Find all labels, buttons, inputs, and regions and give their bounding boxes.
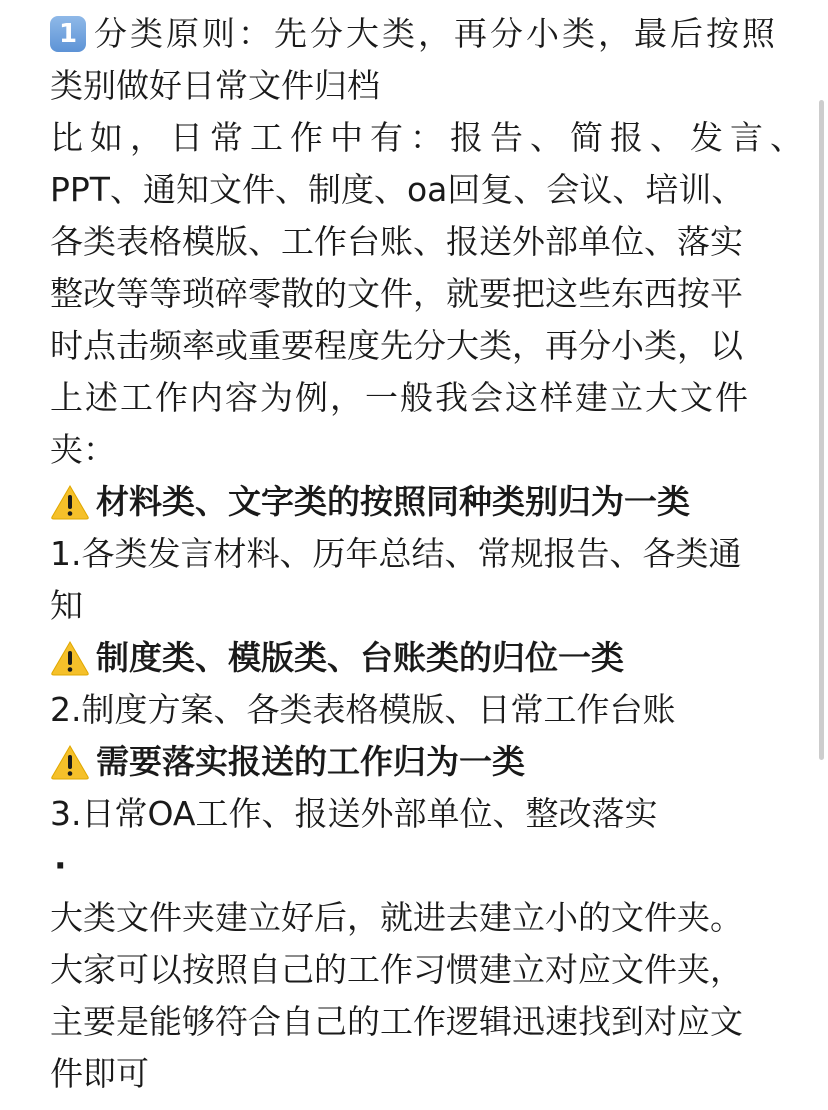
category-title-text: 材料类、文字类的按照同种类别归为一类 — [96, 482, 690, 521]
intro-line-1: 比如，日常工作中有：报告、简报、发言、 — [50, 118, 810, 157]
heading-line-1 — [50, 8, 785, 60]
category-desc-1a: 1.各类发言材料、历年总结、常规报告、各类通 — [50, 534, 742, 573]
intro-line-6: 上述工作内容为例，一般我会这样建立大文件 — [50, 378, 750, 417]
warning-icon — [50, 744, 90, 780]
intro-line-3: 各类表格模版、工作台账、报送外部单位、落实 — [50, 222, 743, 261]
closing-line-3: 主要是能够符合自己的工作逻辑迅速找到对应文 — [50, 1002, 743, 1041]
intro-line-7: 夹： — [50, 430, 116, 469]
category-desc-3: 3.日常OA工作、报送外部单位、整改落实 — [50, 794, 658, 833]
category-title-text: 需要落实报送的工作归为一类 — [96, 742, 525, 781]
note-body — [50, 8, 810, 1100]
intro-line-4: 整改等等琐碎零散的文件，就要把这些东西按平 — [50, 274, 743, 313]
scrollbar[interactable] — [819, 100, 824, 760]
category-desc-1b: 知 — [50, 586, 83, 625]
closing-line-1: 大类文件夹建立好后，就进去建立小的文件夹。 — [50, 898, 743, 937]
heading-line-2: 类别做好日常文件归档 — [50, 66, 380, 105]
heading-text: 分类原则：先分大类，再分小类，最后按照 — [94, 14, 778, 53]
closing-line-2: 大家可以按照自己的工作习惯建立对应文件夹， — [50, 950, 743, 989]
intro-line-2: PPT、通知文件、制度、oa回复、会议、培训、 — [50, 170, 745, 209]
intro-line-5: 时点击频率或重要程度先分大类，再分小类，以 — [50, 326, 743, 365]
separator-dot: · — [54, 846, 67, 885]
category-title-3 — [50, 736, 785, 788]
keycap-one-icon: 1 — [50, 16, 86, 52]
warning-icon — [50, 640, 90, 676]
category-title-1 — [50, 476, 785, 528]
warning-icon — [50, 484, 90, 520]
closing-line-4: 件即可 — [50, 1054, 149, 1093]
category-desc-2: 2.制度方案、各类表格模版、日常工作台账 — [50, 690, 676, 729]
category-title-2 — [50, 632, 785, 684]
category-title-text: 制度类、模版类、台账类的归位一类 — [96, 638, 624, 677]
